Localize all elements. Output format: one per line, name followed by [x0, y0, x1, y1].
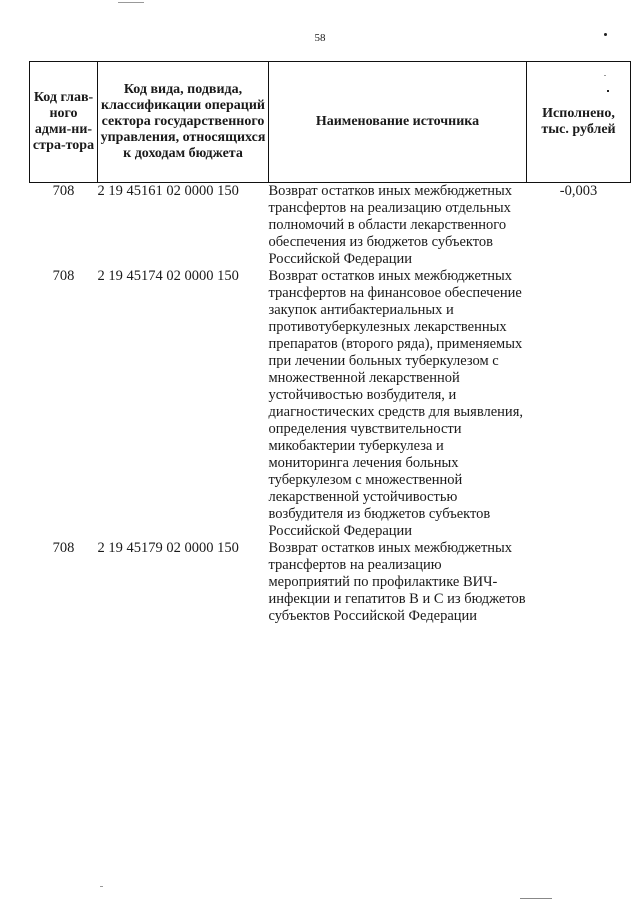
- amount-cell: -0,003: [559, 183, 598, 199]
- table-header-row: [30, 62, 631, 183]
- table-row: [30, 268, 631, 540]
- table-row: [30, 183, 631, 269]
- admin-code-cell: 708: [52, 268, 75, 284]
- source-name-cell: Возврат остатков иных межбюджетных трансфертов на реализацию отдельных полномочий в области лекарственного обеспечения из бюджетов субъектов Российской Федерации: [268, 183, 513, 267]
- kbk-code-cell: 2 19 45161 02 0000 150: [97, 183, 239, 199]
- header-amount: Исполнено, тыс. рублей: [527, 62, 631, 183]
- source-name-cell: Возврат остатков иных межбюджетных трансфертов на финансовое обеспечение закупок антибактериальных и противотуберкулезных лекарственных препаратов (второго ряда), применяемых при лечении больных туберкулезом с множественной лекарственной устойчивостью возбудителя, и диагностических средств для выявления, определения чувствительности микобактерии туберкулеза и мониторинга лечения больных туберкулезом с множественной лекарственной устойчивостью возбудителя из бюджетов субъектов Российской Федерации: [268, 268, 523, 539]
- scan-dot: [604, 33, 607, 36]
- table-row: [30, 540, 631, 625]
- kbk-code-cell: 2 19 45174 02 0000 150: [97, 268, 239, 284]
- amount-cell: [527, 540, 631, 625]
- scan-edge-mark: [520, 898, 552, 899]
- header-source-name: Наименование источника: [269, 62, 527, 183]
- amount-cell: [527, 268, 631, 540]
- header-admin-code: Код глав-ного адми-ни-стра-тора: [30, 62, 98, 183]
- admin-code-cell: 708: [52, 540, 75, 556]
- header-kbk-code: Код вида, подвида, классификации операций сектора государственного управления, относящихся к доходам бюджета: [98, 62, 269, 183]
- source-name-cell: Возврат остатков иных межбюджетных трансфертов на реализацию мероприятий по профилактике ВИЧ-инфекции и гепатитов В и С из бюджетов субъектов Российской Федерации: [268, 540, 526, 624]
- kbk-code-cell: 2 19 45179 02 0000 150: [97, 540, 239, 556]
- scan-edge-mark: [100, 886, 103, 887]
- scan-edge-mark: [118, 2, 144, 3]
- income-sources-table: [29, 61, 631, 625]
- admin-code-cell: 708: [52, 183, 75, 199]
- page-number: 58: [314, 32, 326, 44]
